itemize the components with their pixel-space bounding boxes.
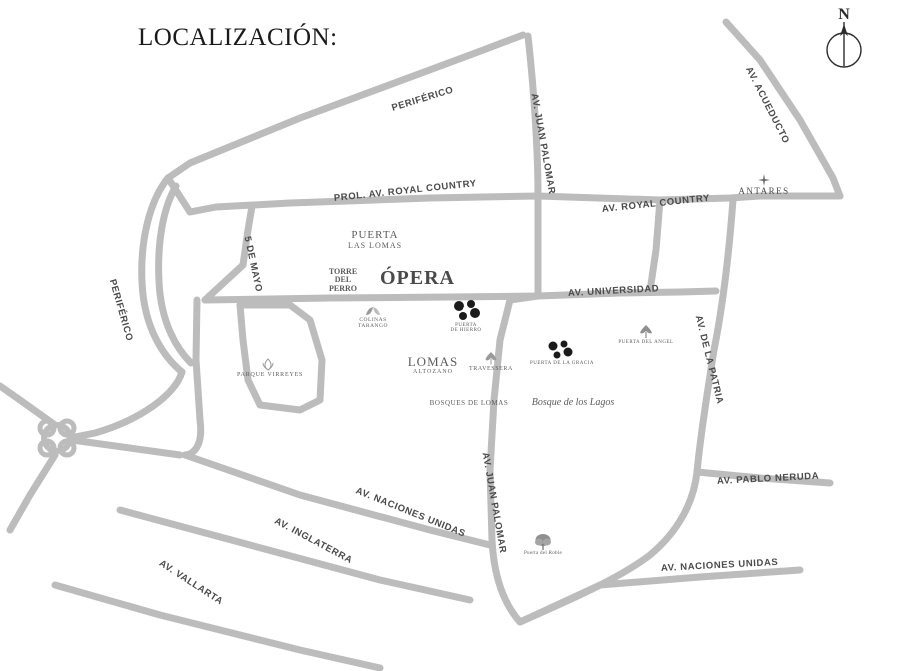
compass-north-label: N — [838, 6, 850, 23]
road-vertical-right — [650, 200, 660, 291]
poi-puerta-del-angel[interactable] — [618, 325, 674, 345]
road-label-juan-palomar-s: AV. JUAN PALOMAR — [479, 451, 509, 555]
poi-label-line1: ANTARES — [738, 186, 790, 196]
road-label-periferico-n: PERIFÉRICO — [390, 84, 455, 114]
road-cloverleaf — [44, 425, 70, 451]
road-juan-palomar-north — [528, 36, 538, 296]
poi-antares[interactable] — [734, 174, 794, 196]
poi-label-line1: PUERTA DEL ANGEL — [618, 340, 674, 345]
road-5-de-mayo-link — [205, 265, 243, 300]
poi-label-line1: Bosque de los Lagos — [531, 397, 615, 408]
poi-label-line2: LAS LOMAS — [347, 240, 403, 250]
poi-torre-del-perro[interactable] — [322, 268, 364, 293]
circles-icon — [546, 340, 574, 360]
road-clover-e — [72, 440, 180, 455]
poi-puerta-las-lomas[interactable] — [344, 230, 406, 250]
poi-label-line1: TRAVESSERA — [469, 366, 513, 372]
poi-label-line1: LOMAS — [407, 354, 459, 369]
compass-rose-icon — [818, 6, 870, 70]
poi-colinas-tarango[interactable] — [348, 306, 398, 330]
crown-icon — [260, 358, 276, 371]
poi-label-line1: COLINAS — [359, 317, 387, 323]
page-title: LOCALIZACIÓN: — [138, 24, 338, 51]
poi-travessera[interactable] — [464, 352, 518, 372]
road-label-de-la-patria: AV. DE LA PATRIA — [692, 314, 726, 406]
poi-label-line1: BOSQUES DE LOMAS — [429, 399, 509, 407]
poi-label-line1: ÓPERA — [380, 267, 455, 289]
road-clover-sw — [10, 455, 55, 530]
road-label-vallarta: AV. VALLARTA — [157, 557, 225, 608]
poi-opera[interactable] — [380, 267, 455, 289]
poi-bosques-lomas[interactable] — [429, 400, 509, 407]
road-interior-west — [185, 300, 201, 455]
road-label-inglaterra: AV. INGLATERRA — [272, 515, 355, 567]
poi-label-line2: DE HIERRO — [450, 328, 482, 334]
poi-label-line1: Puerta del Roble — [523, 551, 563, 556]
poi-parque-virreyes[interactable] — [237, 358, 304, 378]
road-label-pablo-neruda: AV. PABLO NERUDA — [716, 470, 820, 487]
road-label-periferico-w: PERIFÉRICO — [106, 277, 135, 343]
tree-icon — [534, 533, 552, 550]
poi-label-line1: TORRE — [328, 267, 358, 276]
road-label-acueducto: AV. ACUEDUCTO — [743, 65, 792, 146]
road-royal-country — [216, 196, 840, 207]
compass — [818, 6, 870, 70]
road-label-5-de-mayo: 5 DE MAYO — [241, 235, 265, 294]
road-label-royal-country: AV. ROYAL COUNTRY — [601, 192, 711, 215]
poi-bosque-de-los-lagos[interactable] — [527, 398, 619, 409]
leaf-icon — [365, 306, 381, 317]
road-periferico-west-inner — [159, 186, 191, 363]
road-label-juan-palomar-n: AV. JUAN PALOMAR — [528, 92, 558, 196]
road-label-prol-royal-country: PROL. AV. ROYAL COUNTRY — [333, 178, 478, 204]
road-label-naciones-unidas-w: AV. NACIONES UNIDAS — [353, 485, 468, 540]
poi-label-line2: TARANGO — [358, 322, 388, 329]
road-periferico-nw — [168, 35, 523, 178]
road-label-universidad: AV. UNIVERSIDAD — [567, 283, 660, 299]
road-periferico-sw — [70, 372, 182, 438]
poi-label-line2: DEL — [334, 275, 352, 285]
road-naciones-unidas-link — [520, 585, 600, 622]
poi-label-line2: ALTOZANO — [412, 368, 453, 375]
poi-puerta-del-roble[interactable] — [516, 533, 570, 556]
poi-lomas-altozano[interactable] — [402, 355, 464, 375]
poi-label-line1: PUERTA — [351, 229, 399, 241]
poi-label-line3: PERRO — [329, 283, 357, 293]
poi-label-line1: PARQUE VIRREYES — [237, 372, 304, 378]
tree-icon — [484, 352, 498, 365]
poi-puerta-de-hierro[interactable] — [436, 300, 496, 334]
road-label-naciones-unidas-s: AV. NACIONES UNIDAS — [660, 556, 779, 574]
poi-label-line1: PUERTA DE LA GRACIA — [530, 361, 594, 366]
poi-puerta-de-la-gracia[interactable] — [530, 340, 594, 366]
circles-icon — [451, 300, 481, 322]
road-royal-country-west-link — [168, 178, 216, 212]
poi-label-line1: PUERTA — [455, 323, 477, 328]
star-icon — [758, 174, 770, 186]
tree-icon — [638, 325, 654, 339]
